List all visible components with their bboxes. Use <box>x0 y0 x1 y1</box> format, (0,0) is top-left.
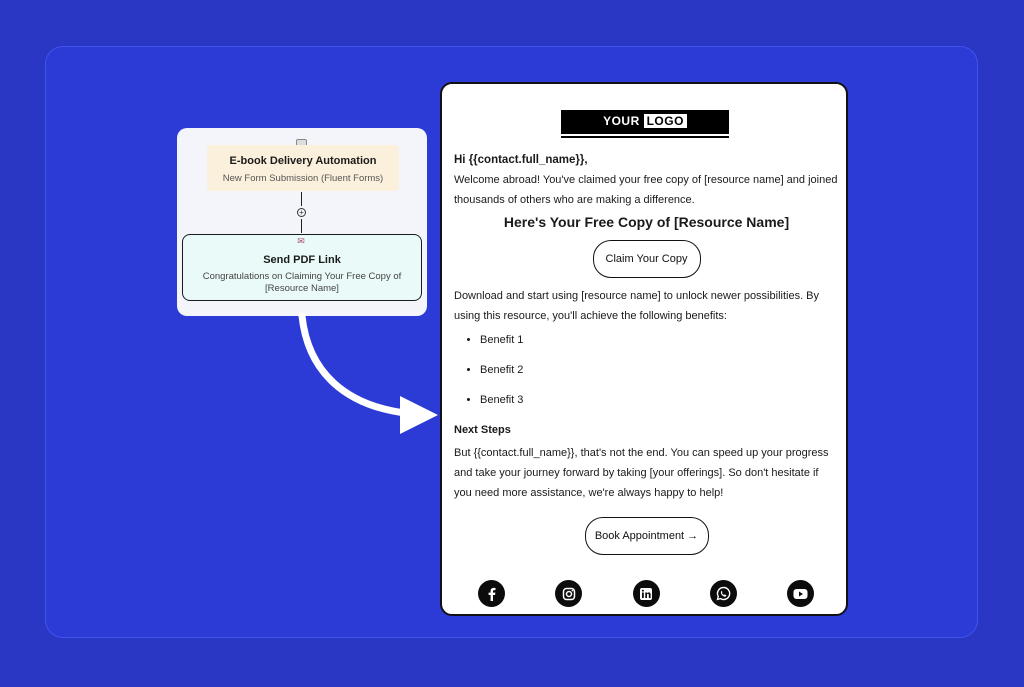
email-icon: ✉ <box>297 236 305 246</box>
linkedin-icon[interactable] <box>633 580 660 607</box>
intro-text: Welcome abroad! You've claimed your free copy of [resource name] and joined thousands of others who are making a difference. <box>454 174 838 206</box>
email-body <box>454 150 839 555</box>
logo-underline <box>561 136 729 138</box>
next-steps-text: But {{contact.full_name}}, that's not the end. You can speed up your progress and take your journey forward by taking [your offerings]. So don't hesitate if you need more assistance, we're always happy to help! <box>454 447 829 499</box>
claim-your-copy-button[interactable]: Claim Your Copy <box>593 240 701 278</box>
usage-text: Download and start using [resource name] to unlock newer possibilities. By using this resource, you'll achieve the following benefits: <box>454 290 820 322</box>
youtube-icon[interactable] <box>787 580 814 607</box>
list-item: • Benefit 3 <box>480 390 839 420</box>
logo-text-logo: LOGO <box>644 114 687 128</box>
greeting: Hi {{contact.full_name}}, <box>454 154 588 166</box>
arrow-curve <box>302 316 405 413</box>
social-links <box>478 580 814 607</box>
next-steps-title: Next Steps <box>454 424 511 436</box>
arrow-head-icon <box>400 396 438 434</box>
email-preview <box>440 82 848 616</box>
logo-text-your: YOUR <box>603 114 640 128</box>
action-title: Send PDF Link <box>263 254 341 266</box>
logo <box>561 110 729 134</box>
list-item: • Benefit 1 <box>480 330 839 360</box>
facebook-icon[interactable] <box>478 580 505 607</box>
add-step-icon[interactable]: + <box>297 208 306 217</box>
benefits-list <box>454 330 839 420</box>
action-subtitle: Congratulations on Claiming Your Free Copy of [Resource Name] <box>202 271 402 294</box>
book-appointment-button[interactable]: Book Appointment → <box>585 517 709 555</box>
trigger-subtitle: New Form Submission (Fluent Forms) <box>222 173 384 184</box>
list-item: • Benefit 2 <box>480 360 839 390</box>
instagram-icon[interactable] <box>555 580 582 607</box>
whatsapp-icon[interactable] <box>710 580 737 607</box>
headline: Here's Your Free Copy of [Resource Name] <box>503 214 790 230</box>
trigger-title: E-book Delivery Automation <box>229 155 377 167</box>
